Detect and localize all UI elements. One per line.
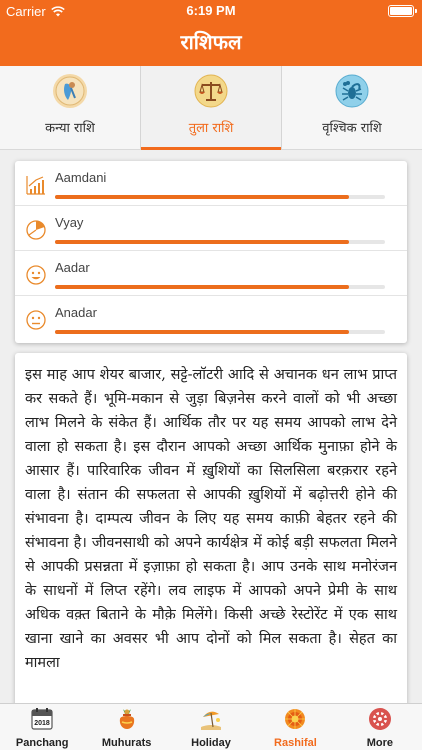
tab-vrishchik[interactable] <box>282 66 422 149</box>
battery-icon <box>388 5 414 17</box>
tab-label: Muhurats <box>101 737 152 749</box>
rashi-meters-card <box>15 161 407 343</box>
meter-track <box>55 285 385 289</box>
meter-label: Aadar <box>55 260 90 275</box>
pie-chart-icon <box>25 219 47 241</box>
horoscope-text: इस माह आप शेयर बाजार, सट्टे-लॉटरी आदि से अचानक धन लाभ प्राप्त कर सकते हैं। भूमि-मकान से जुड़ा बिज़नेस करने वालों को भी अच्छा लाभ मिलने के संकेत हैं। आर्थिक तौर पर यह समय आपको लाभ देने वाला हो सकता है। इस दौरान आपको अच्छा आर्थिक मुनाफ़ा होने के आसार हैं। पारिवारिक जीवन में ख़ुशियों का सिलसिला बरक़रार रहने वाला है। संतान की सफलता से आपकी ख़ुशियों में बढ़ोत्तरी होने की संभावना है। दाम्पत्य जीवन के लिए यह समय काफ़ी बेहतर रहने की संभावना है। जीवनसाथी को अपने कार्यक्षेत्र में कोई बड़ी सफलता मिलने से आपकी प्रसन्नता में इज़ाफ़ा हो सकता है। आप उनके साथ मनोरंजन के साधनों में लिप्त रहेंगे। लव लाइफ में आपको अपने प्रेमी के साथ अधिक वक़्त बिताने के मौक़े मिलेंगे। किसी अच्छे रेस्टोरेंट में एक साथ खाना खाने का अवसर भी आप दोनों को मिल सकता है। सेहत का मामला <box>25 367 397 671</box>
smile-face-icon <box>25 264 47 286</box>
meter-label: Anadar <box>55 305 97 320</box>
tab-panchang[interactable] <box>0 704 84 750</box>
libra-icon <box>194 74 228 108</box>
kalash-icon <box>115 707 139 731</box>
status-time: 6:19 PM <box>186 3 236 18</box>
app-header <box>0 0 422 66</box>
tab-label: Holiday <box>191 737 231 749</box>
meter-label: Vyay <box>55 215 84 230</box>
tab-rashifal[interactable] <box>253 704 337 750</box>
meter-track <box>55 195 385 199</box>
beach-umbrella-icon <box>199 707 223 731</box>
status-bar <box>0 0 422 22</box>
tab-label: वृश्चिक राशि <box>322 121 382 136</box>
tab-holiday[interactable] <box>169 704 253 750</box>
meter-aamdani <box>15 161 407 206</box>
zodiac-tabs <box>0 66 422 150</box>
meter-fill <box>55 240 349 244</box>
tab-label: तुला राशि <box>188 121 234 136</box>
meter-vyay <box>15 206 407 251</box>
meter-track <box>55 240 385 244</box>
calendar-icon <box>30 707 54 731</box>
scorpio-icon <box>335 74 369 108</box>
tab-tula[interactable] <box>141 66 282 149</box>
carrier-name: Carrier <box>6 4 46 19</box>
tab-label: More <box>366 737 393 749</box>
tab-label: कन्या राशि <box>45 121 95 136</box>
meter-fill <box>55 195 349 199</box>
meter-fill <box>55 285 349 289</box>
zodiac-wheel-icon <box>283 707 307 731</box>
meter-anadar <box>15 296 407 341</box>
tab-label: Rashifal <box>274 737 317 749</box>
tab-kanya[interactable] <box>0 66 141 149</box>
meter-aadar <box>15 251 407 296</box>
virgo-icon <box>53 74 87 108</box>
calendar-year: 2018 <box>34 720 50 727</box>
growth-chart-icon <box>25 174 47 196</box>
page-title: राशिफल <box>180 30 242 54</box>
bottom-tab-bar <box>0 703 422 750</box>
tab-more[interactable] <box>338 704 422 750</box>
meter-fill <box>55 330 349 334</box>
tab-label: Panchang <box>15 737 69 749</box>
horoscope-text-card[interactable] <box>15 353 407 708</box>
tab-muhurats[interactable] <box>84 704 168 750</box>
meter-track <box>55 330 385 334</box>
neutral-face-icon <box>25 309 47 331</box>
meter-label: Aamdani <box>55 170 107 185</box>
more-gear-icon <box>368 707 392 731</box>
